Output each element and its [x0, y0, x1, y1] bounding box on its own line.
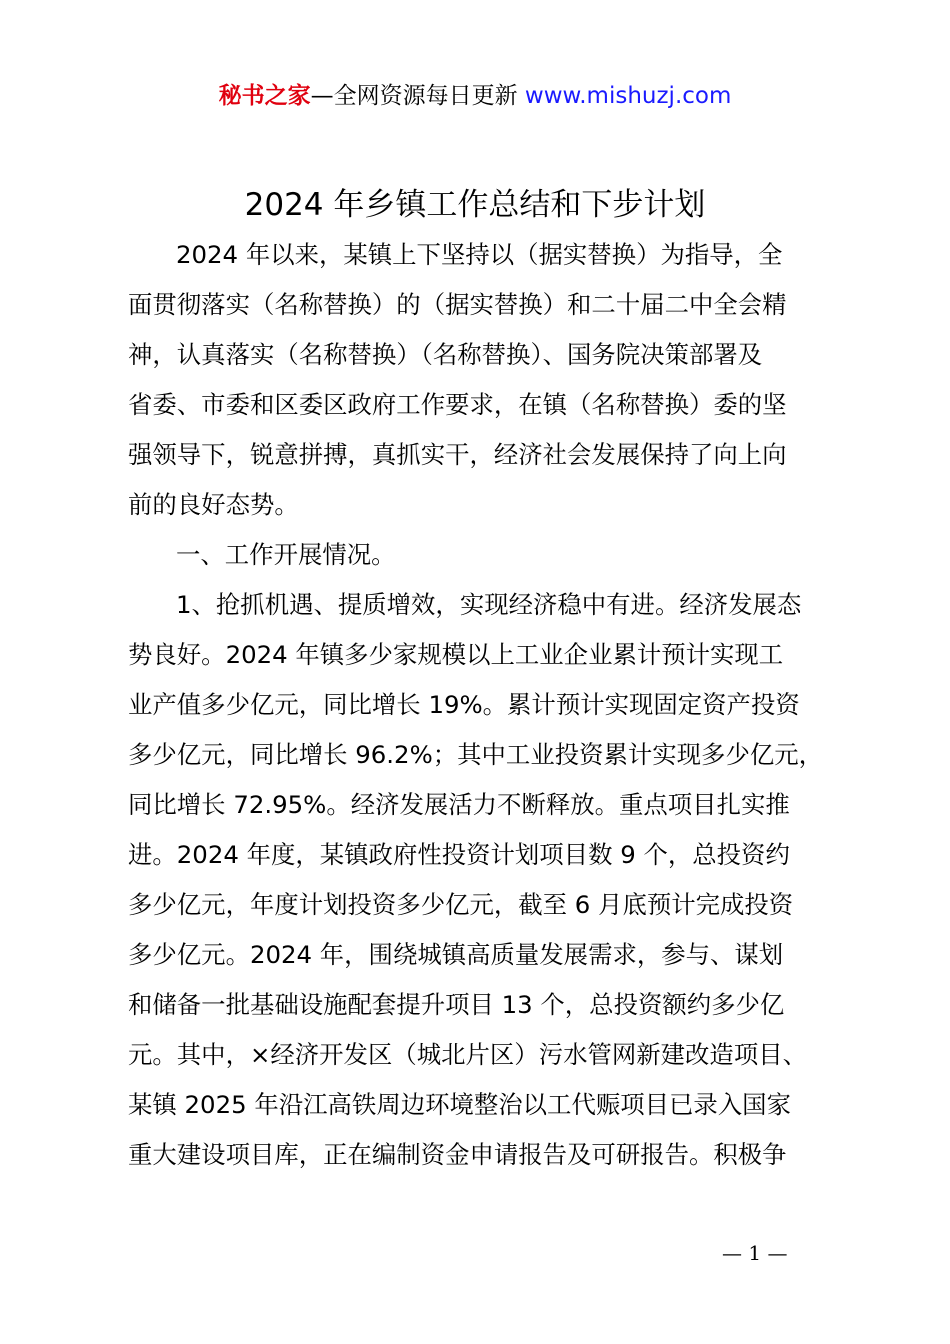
body-line: 某镇 2025 年沿江高铁周边环境整治以工代赈项目已录入国家 — [128, 1090, 791, 1119]
site-header — [0, 80, 950, 112]
document-title: 2024 年乡镇工作总结和下步计划 — [244, 187, 706, 223]
body-line: 元。其中，×经济开发区（城北片区）污水管网新建改造项目、 — [128, 1040, 807, 1069]
body-line: 重大建设项目库，正在编制资金申请报告及可研报告。积极争 — [128, 1140, 787, 1169]
body-line: 同比增长 72.95%。经济发展活力不断释放。重点项目扎实推 — [128, 790, 790, 819]
body-line: 势良好。2024 年镇多少家规模以上工业企业累计预计实现工 — [128, 640, 784, 669]
body-line: 2024 年以来，某镇上下坚持以（据实替换）为指导，全 — [176, 240, 783, 269]
body-line: 神，认真落实（名称替换）（名称替换）、国务院决策部署及 — [128, 340, 763, 369]
header-tagline: —全网资源每日更新 — [310, 83, 518, 109]
section-heading: 一、工作开展情况。 — [176, 540, 396, 569]
body-line: 多少亿元。2024 年，围绕城镇高质量发展需求，参与、谋划 — [128, 940, 784, 969]
body-line: 强领导下，锐意拼搏，真抓实干，经济社会发展保持了向上向 — [128, 440, 787, 469]
body-line: 前的良好态势。 — [128, 490, 299, 519]
site-url-link[interactable]: www.mishuzj.com — [524, 83, 732, 109]
body-line: 省委、市委和区委区政府工作要求，在镇（名称替换）委的坚 — [128, 390, 787, 419]
body-line: 进。2024 年度，某镇政府性投资计划项目数 9 个，总投资约 — [128, 840, 790, 869]
body-line: 多少亿元，年度计划投资多少亿元，截至 6 月底预计完成投资 — [128, 890, 794, 919]
body-line: 和储备一批基础设施配套提升项目 13 个，总投资额约多少亿 — [128, 990, 785, 1019]
body-line: 业产值多少亿元，同比增长 19%。累计预计实现固定资产投资 — [128, 690, 800, 719]
page-number: — 1 — — [722, 1241, 788, 1265]
body-line: 面贯彻落实（名称替换）的（据实替换）和二十届二中全会精 — [128, 290, 787, 319]
body-line: 多少亿元，同比增长 96.2%；其中工业投资累计实现多少亿元， — [128, 740, 824, 769]
body-line: 1、抢抓机遇、提质增效，实现经济稳中有进。经济发展态 — [176, 590, 802, 619]
brand-name: 秘书之家 — [218, 83, 311, 109]
